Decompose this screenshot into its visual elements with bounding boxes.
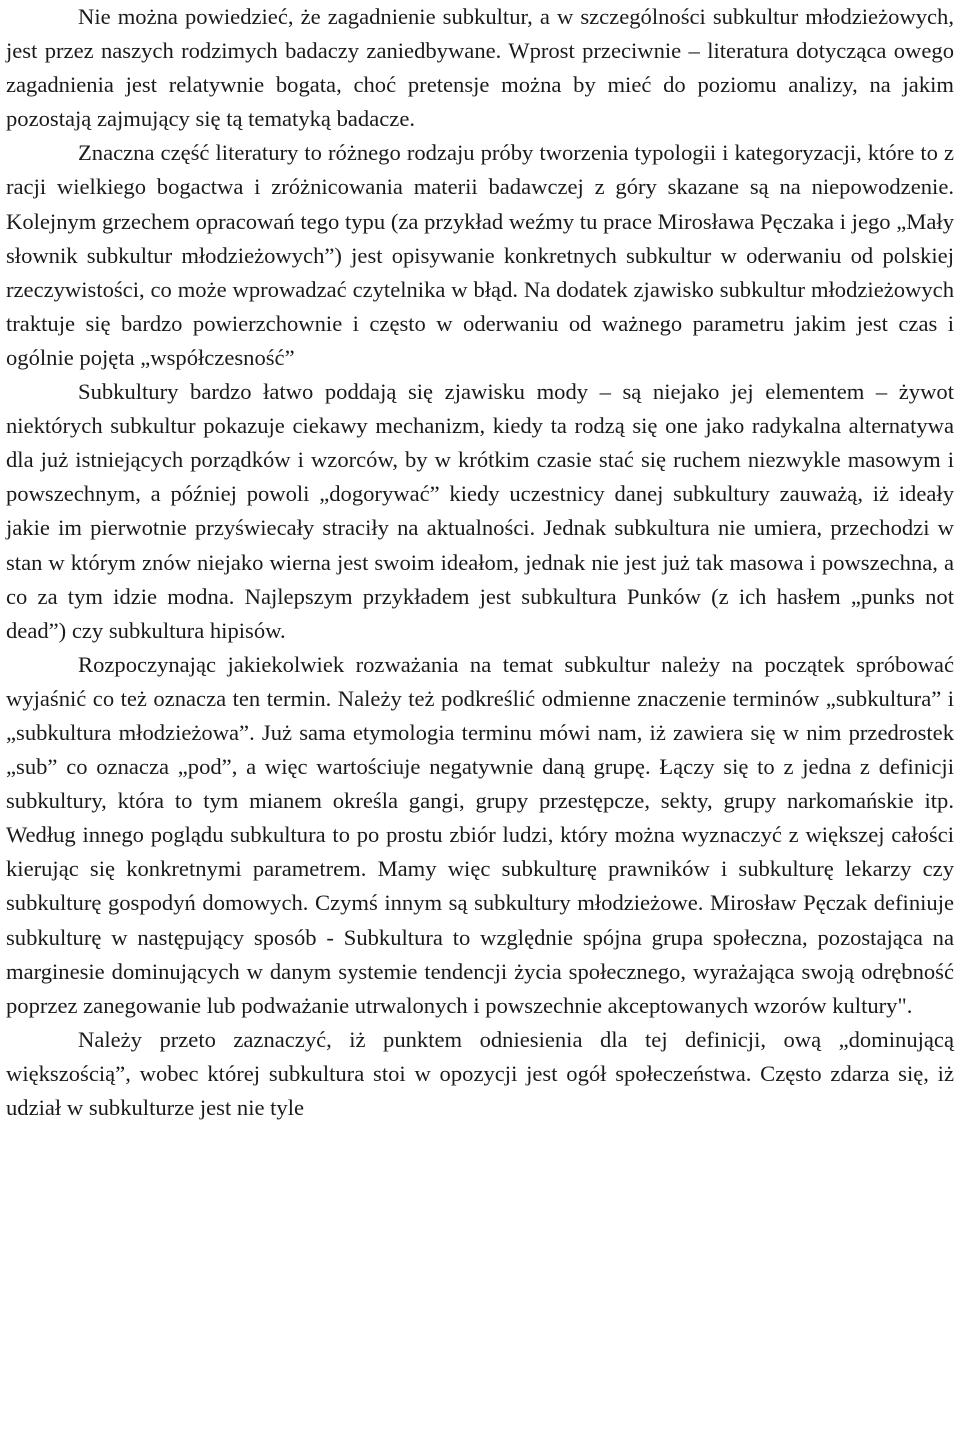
document-page (6, 0, 954, 1125)
paragraph: Należy przeto zaznaczyć, iż punktem odniesienia dla tej definicji, ową „dominującą większością”, wobec której subkultura stoi w opozycji jest ogół społeczeństwa. Często zdarza się, iż udział w subkulturze jest nie tyle (6, 1026, 954, 1120)
paragraph: Rozpoczynając jakiekolwiek rozważania na temat subkultur należy na początek spróbować wyjaśnić co też oznacza ten termin. Należy też podkreślić odmienne znaczenie terminów „subkultura” i „subkultura młodzieżowa”. Już sama etymologia terminu mówi nam, iż zawiera się w nim przedrostek „sub” co oznacza „pod”, a więc wartościuje negatywnie daną grupę. Łączy się to z jedna z definicji subkultury, która to tym mianem określa gangi, grupy przestępcze, sekty, grupy narkomańskie itp. Według innego poglądu subkultura to po prostu zbiór ludzi, który można wyznaczyć z większej całości kierując się konkretnymi parametrem. Mamy więc subkulturę prawników i subkulturę lekarzy czy subkulturę gospodyń domowych. Czymś innym są subkultury młodzieżowe. Mirosław Pęczak definiuje subkulturę w następujący sposób - Subkultura to względnie spójna grupa społeczna, pozostająca na marginesie dominujących w danym systemie tendencji życia społecznego, wyrażająca swoją odrębność poprzez zanegowanie lub podważanie utrwalonych i powszechnie akceptowanych wzorów kultury". (6, 651, 954, 1018)
paragraph: Znaczna część literatury to różnego rodzaju próby tworzenia typologii i kategoryzacji, które to z racji wielkiego bogactwa i zróżnicowania materii badawczej z góry skazane są na niepowodzenie. Kolejnym grzechem opracowań tego typu (za przykład weźmy tu prace Mirosława Pęczaka i jego „Mały słownik subkultur młodzieżowych”) jest opisywanie konkretnych subkultur w oderwaniu od polskiej rzeczywistości, co może wprowadzać czytelnika w błąd. Na dodatek zjawisko subkultur młodzieżowych traktuje się bardzo powierzchownie i często w oderwaniu od ważnego parametru jakim jest czas i ogólnie pojęta „współczesność” (6, 140, 954, 370)
paragraph: Nie można powiedzieć, że zagadnienie subkultur, a w szczególności subkultur młodzieżowych, jest przez naszych rodzimych badaczy zaniedbywane. Wprost przeciwnie – literatura dotycząca owego zagadnienia jest relatywnie bogata, choć pretensje można by mieć do poziomu analizy, na jakim pozostają zajmujący się tą tematyką badacze. (6, 4, 954, 132)
paragraph: Subkultury bardzo łatwo poddają się zjawisku mody – są niejako jej elementem – żywot niektórych subkultur pokazuje ciekawy mechanizm, kiedy ta rodzą się one jako radykalna alternatywa dla już istniejących porządków i wzorców, by w krótkim czasie stać się ruchem niezwykle masowym i powszechnym, a później powoli „dogorywać” kiedy uczestnicy danej subkultury zauważą, iż ideały jakie im pierwotnie przyświecały straciły na aktualności. Jednak subkultura nie umiera, przechodzi w stan w którym znów niejako wierna jest swoim ideałom, jednak nie jest już tak masowa i powszechna, a co za tym idzie modna. Najlepszym przykładem jest subkultura Punków (z ich hasłem „punks not dead”) czy subkultura hipisów. (6, 379, 954, 643)
